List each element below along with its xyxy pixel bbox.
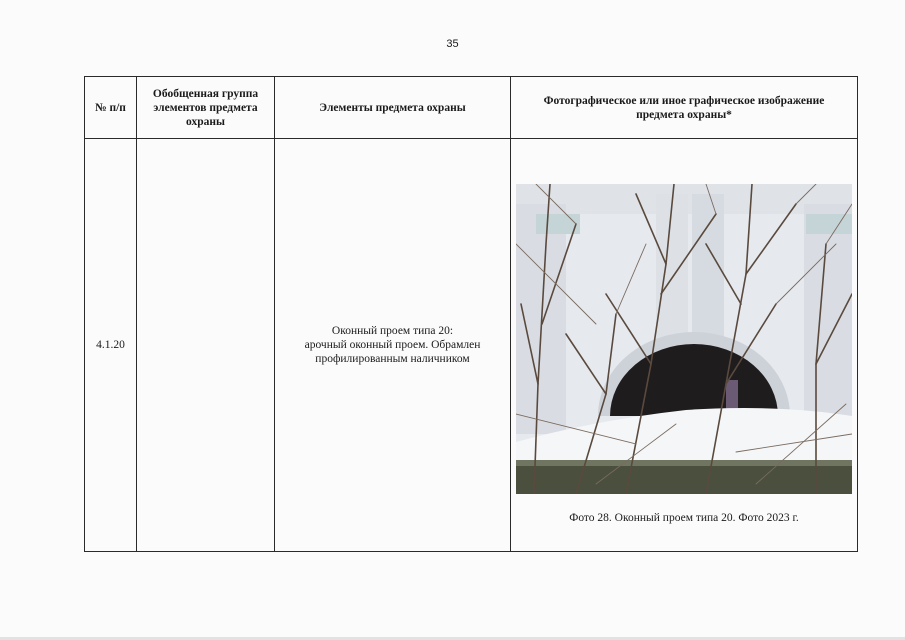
description-line: арочный оконный проем. Обрамлен [304, 339, 481, 351]
header-image: Фотографическое или иное графическое изображение предмета охраны* [511, 77, 858, 139]
table-row [85, 139, 858, 552]
row-number: 4.1.20 [85, 139, 137, 552]
table-header-row [85, 77, 858, 139]
protection-subject-table [84, 76, 858, 552]
row-description [275, 139, 511, 552]
row-photo-cell [511, 139, 858, 552]
header-group: Обобщенная группа элементов предмета охраны [137, 77, 275, 139]
arched-window-photo-image [516, 184, 852, 494]
photo-caption: Фото 28. Оконный проем типа 20. Фото 2023 г. [569, 512, 799, 524]
header-num: № п/п [85, 77, 137, 139]
header-elements: Элементы предмета охраны [275, 77, 511, 139]
page-number: 35 [446, 38, 459, 50]
description-line: профилированным наличником [315, 353, 470, 365]
description-line: Оконный проем типа 20: [331, 325, 454, 337]
window-photo [516, 184, 852, 494]
row-group [137, 139, 275, 552]
